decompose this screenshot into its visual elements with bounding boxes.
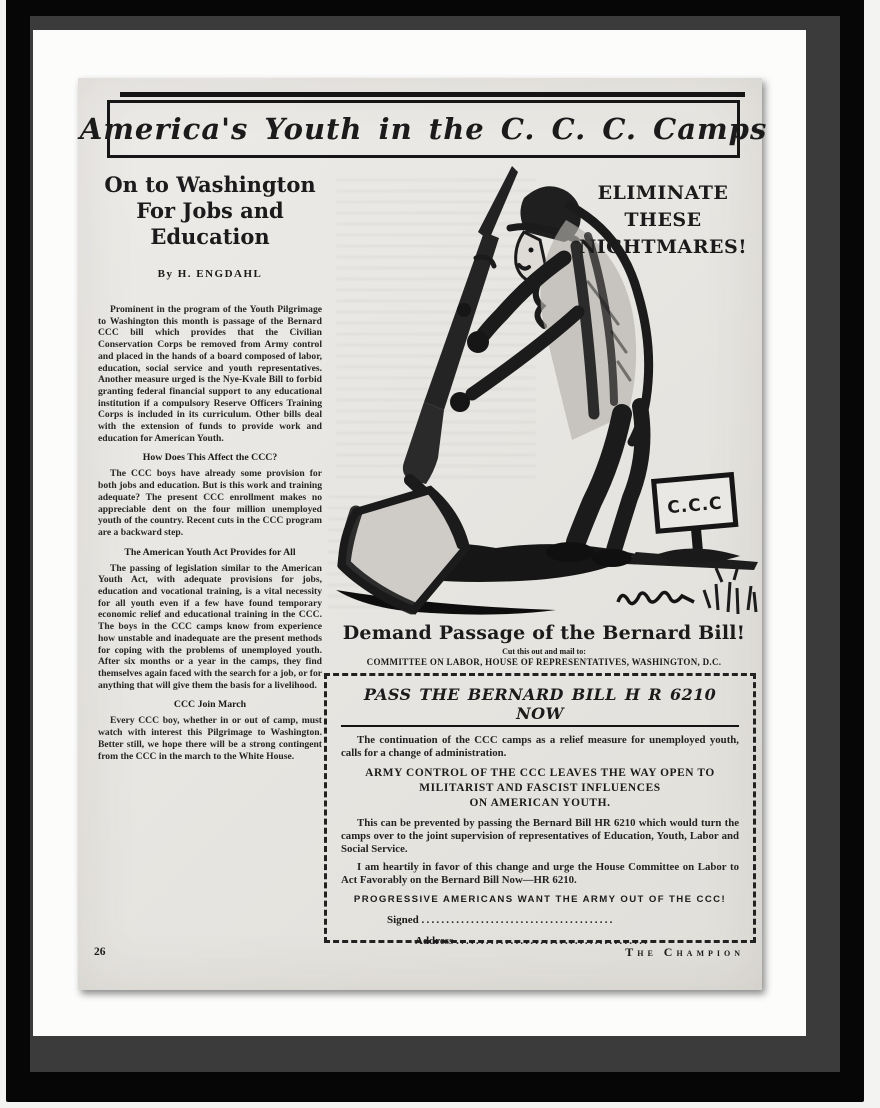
address-label: Address: [415, 935, 454, 947]
coupon-army-line: ON AMERICAN YOUTH.: [469, 797, 611, 809]
coupon-army-line: ARMY CONTROL OF THE CCC LEAVES THE WAY OPEN TO: [365, 767, 715, 779]
coupon-army-statement: [341, 766, 739, 811]
signed-dotted-leader: .......................................: [421, 914, 615, 926]
masthead-title: America's Youth in the C. C. C. Camps: [79, 112, 768, 146]
article-title-line: For Jobs and: [136, 198, 284, 223]
article-title-line: Education: [150, 224, 270, 249]
article-byline: By H. ENGDAHL: [157, 268, 263, 280]
section-heading: CCC Join March: [173, 699, 247, 711]
article-paragraph: [98, 468, 322, 538]
article-intro-text: Prominent in the program of the Youth Pilgrimage to Washington this month is passage of the Bernard CCC bill which provides that the Civilian Conservation Corps be removed from Army control and placed in the hands of a board composed of labor, education, social service and youth representatives. Another measure urged is the Nye-Kvale Bill to forbid granting federal financial support to any educational institution if a compulsory Reserve Officers Training Corps is included in its curriculum. Other bills deal with the extension of funds to provide work and education for American Youth.: [98, 304, 322, 444]
coupon-p3-text: I am heartily in favor of this change and urge the House Committee on Labor to: [357, 861, 739, 873]
article-column: [98, 172, 322, 767]
article-title-line: On to Washington: [104, 172, 316, 197]
section-heading: How Does This Affect the CCC?: [142, 452, 278, 464]
cartoon-headline-line: NIGHTMARES!: [578, 236, 748, 258]
cartoon-headline: [556, 180, 770, 261]
cartoon-caption-block: [326, 622, 762, 667]
coupon-paragraph: [341, 861, 739, 887]
magazine-page: [78, 78, 768, 990]
coupon-p1-text: The continuation of the CCC camps as a relief measure for unemployed youth, calls for a change of administration.: [341, 734, 739, 759]
article-paragraph: [98, 304, 322, 444]
coupon-p3-bold-text: Act Favorably on the Bernard Bill Now—HR 6210.: [341, 874, 577, 886]
coupon-slogan: PROGRESSIVE AMERICANS WANT THE ARMY OUT OF THE CCC!: [353, 894, 727, 905]
signed-label: Signed: [387, 914, 419, 926]
coupon-p2-text: This can be prevented by passing the Bernard Bill HR 6210 which would turn the camps over to the joint supervision of representatives of Education, Youth, Labor and Social Service.: [341, 817, 739, 855]
coupon-army-line: MILITARIST AND FASCIST INFLUENCES: [419, 782, 661, 794]
clip-coupon: [324, 673, 756, 947]
mail-address: COMMITTEE ON LABOR, HOUSE OF REPRESENTATIVES, WASHINGTON, D.C.: [366, 657, 722, 667]
address-dotted-leader: .......................................: [456, 935, 650, 947]
cartoon-caption: Demand Passage of the Bernard Bill!: [342, 622, 746, 644]
ccc-sign-text: C.C.C: [666, 493, 724, 519]
coupon-paragraph: [341, 817, 739, 856]
section-body-text: Every CCC boy, whether in or out of camp, must watch with interest this Pilgrimage to Washington. Better still, we hope there will be a strong contingent from the CCC in the march to the White House.: [98, 715, 322, 762]
article-title: [98, 172, 322, 250]
coupon-headline-text: PASS THE BERNARD BILL H R 6210 NOW: [341, 685, 739, 727]
publication-name: The Champion: [625, 945, 744, 959]
signed-line: [387, 914, 739, 926]
cartoon-headline-line: THESE: [624, 209, 702, 231]
address-line: [415, 935, 739, 947]
coupon-headline: [341, 685, 739, 727]
section-heading: The American Youth Act Provides for All: [124, 546, 296, 558]
cartoon-headline-line: ELIMINATE: [597, 182, 729, 204]
article-paragraph: [98, 715, 322, 762]
grass-tuft: [704, 566, 756, 614]
section-body-text: The CCC boys have already some provision for both jobs and education. But is this work and training adequate? The present CCC enrollment makes no appreciable dent on the four million unemployed youth of the country. Recent cuts in the CCC program are a backward step.: [98, 468, 322, 538]
mail-instruction: Cut this out and mail to:: [502, 647, 586, 656]
article-paragraph: [98, 563, 322, 692]
artist-signature: [618, 592, 694, 603]
coupon-paragraph: [341, 734, 739, 760]
section-body-text: The passing of legislation similar to the American Youth Act, with adequate provisions for jobs, education and vocational training, is a vital necessity for all youth even if a few have found temporary economic relief and educational training in the CCC. The boys in the CCC camps know from experience how unstable and inadequate are the present methods for coping with the problems of unemployed youth. After six months or a year in the camps, they find themselves again faced with the search for a job, or for anything that will give them the basis for a livelihood.: [98, 562, 322, 691]
page-number: 26: [94, 946, 106, 958]
masthead-box: [79, 100, 768, 158]
ccc-sign: [654, 475, 738, 556]
